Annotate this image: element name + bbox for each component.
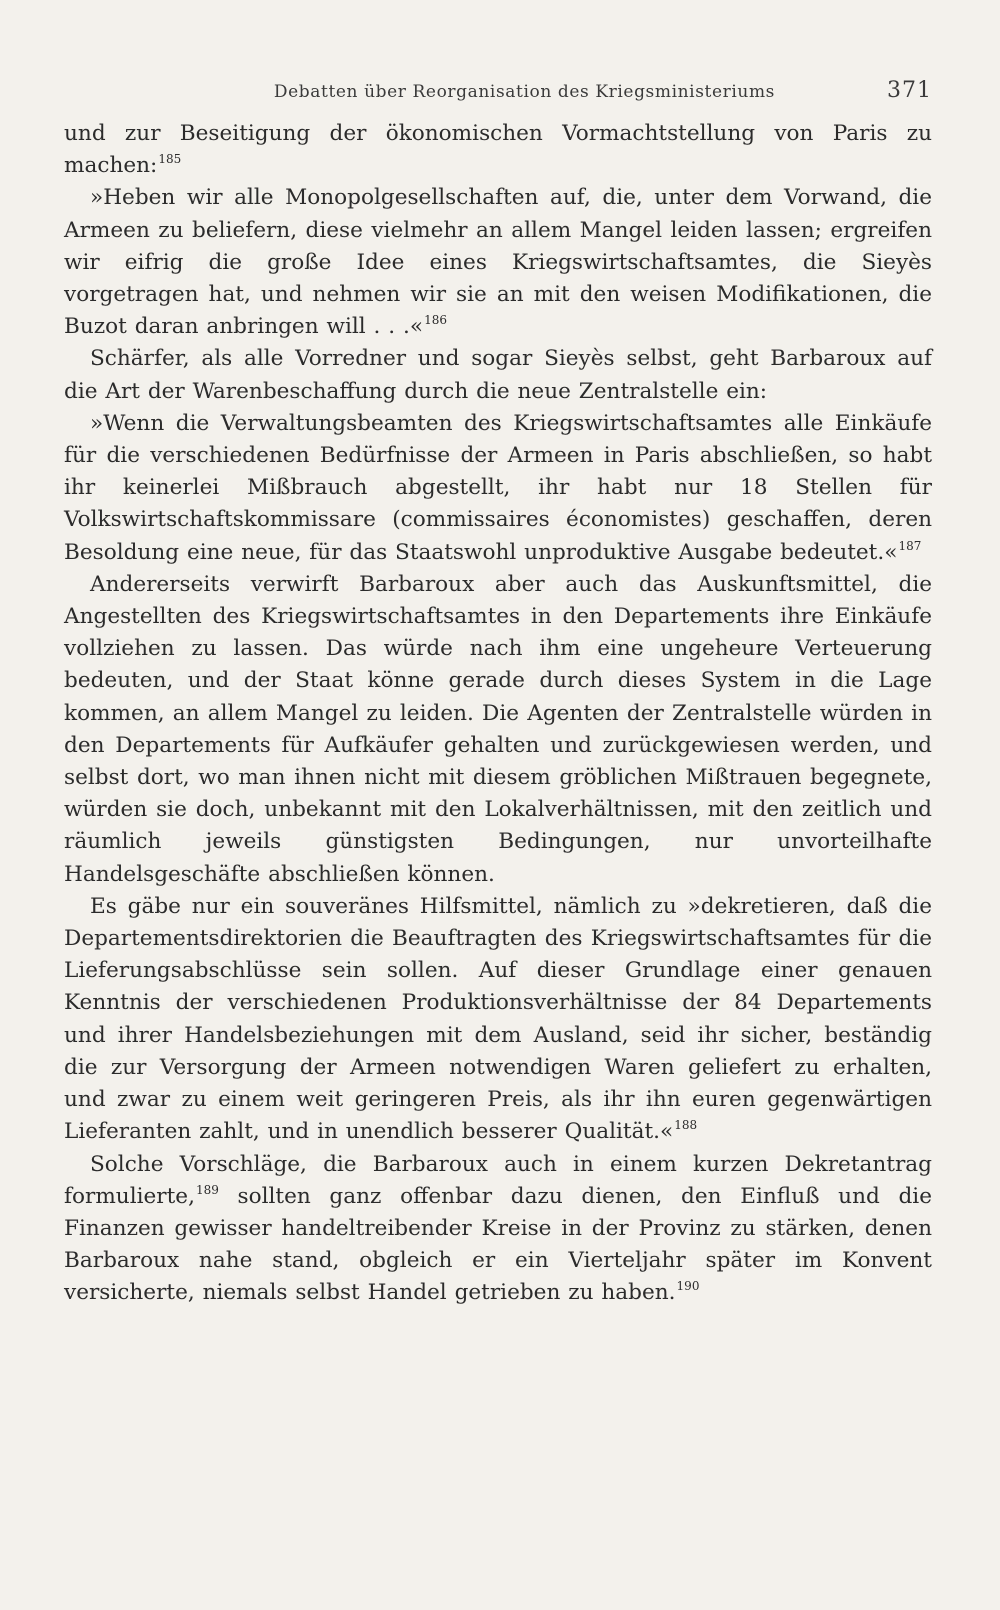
quote-1 (64, 182, 932, 343)
paragraph-text: Andererseits verwirft Barbaroux aber auch das Auskunftsmittel, die Angestellten des Kriegswirtschaftsamtes in den Departements ihre Einkäufe vollziehen zu lassen. Das würde nach ihm eine ungeheure Verteuerung bedeuten, und der Staat könne gerade durch dieses System in die Lage kommen, an allem Mangel zu leiden. Die Agenten der Zentralstelle würden in den Departements für Aufkäufer gehalten und zurückgewiesen werden, und selbst dort, wo man ihnen nicht mit diesem gröblichen Mißtrauen begegnete, würden sie doch, unbekannt mit den Lokalverhältnissen, mit den zeitlich und räumlich jeweils günstigsten Bedingungen, nur unvorteilhafte Handelsgeschäfte abschließen können. (64, 571, 932, 887)
paragraph-5 (64, 1149, 932, 1310)
running-title: Debatten über Reorganisation des Kriegsministeriums (273, 82, 775, 102)
paragraph-text: »Wenn die Verwaltungsbeamten des Kriegswirtschaftsamtes alle Einkäufe für die verschiedenen Bedürfnisse der Armeen in Paris abschließen, so habt ihr keinerlei Mißbrauch abgestellt, ihr habt nur 18 Stellen für Volkswirtschaftskommissare (commissaires économistes) geschaffen, deren Besoldung eine neue, für das Staatswohl unproduktive Ausgabe bedeutet.« (64, 410, 932, 565)
footnote-marker: 187 (898, 538, 922, 553)
footnote-marker: 186 (424, 313, 447, 328)
footnote-marker: 189 (195, 1182, 219, 1197)
paragraph-3 (64, 569, 932, 891)
paragraph-2 (64, 343, 932, 407)
paragraph-4 (64, 891, 932, 1149)
footnote-marker: 190 (676, 1279, 700, 1294)
quote-2 (64, 408, 932, 569)
paragraph-text: Es gäbe nur ein souveränes Hilfsmittel, nämlich zu »dekretieren, daß die Departementsdirektorien die Beauftragten des Kriegswirtschaftsamtes für die Lieferungsabschlüsse sein sollen. Auf dieser Grundlage einer genauen Kenntnis der verschiedenen Produktionsverhältnisse der 84 Departements und ihrer Handelsbeziehungen mit dem Ausland, seid ihr sicher, beständig die zur Versorgung der Armeen notwendigen Waren geliefert zu erhalten, und zwar zu einem weit geringeren Preis, als ihr ihn euren gegenwärtigen Lieferanten zahlt, und in unendlich besserer Qualität.« (64, 893, 932, 1145)
paragraph-text-start: Solche Vorschläge, die Barbaroux auch in einem kurzen Dekretantrag formulierte, (64, 1151, 932, 1209)
page-number: 371 (887, 78, 932, 103)
paragraph-text: Schärfer, als alle Vorredner und sogar Sieyès selbst, geht Barbaroux auf die Art der Warenbeschaffung durch die neue Zentralstelle ein: (64, 346, 932, 404)
paragraph-1 (64, 118, 932, 182)
paragraph-text: sollten ganz offenbar dazu dienen, den Einfluß und die Finanzen gewisser handeltreibender Kreise in der Provinz zu stärken, denen Barbaroux nahe stand, obgleich er ein Vierteljahr später im Konvent versicherte, niemals selbst Handel getrieben zu haben. (64, 1183, 932, 1306)
footnote-marker: 185 (158, 152, 182, 167)
footnote-marker: 188 (674, 1118, 698, 1133)
body-text (64, 118, 932, 1310)
paragraph-text: und zur Beseitigung der ökonomischen Vormachtstellung von Paris zu machen: (64, 121, 932, 179)
running-head (64, 78, 932, 118)
paragraph-text: »Heben wir alle Monopolgesellschaften auf, die, unter dem Vorwand, die Armeen zu beliefern, diese vielmehr an allem Mangel leiden lassen; ergreifen wir eifrig die große Idee eines Kriegswirtschaftsamtes, die Sieyès vorgetragen hat, und nehmen wir sie an mit den weisen Modifikationen, die Buzot daran anbringen will . . .« (64, 185, 932, 340)
